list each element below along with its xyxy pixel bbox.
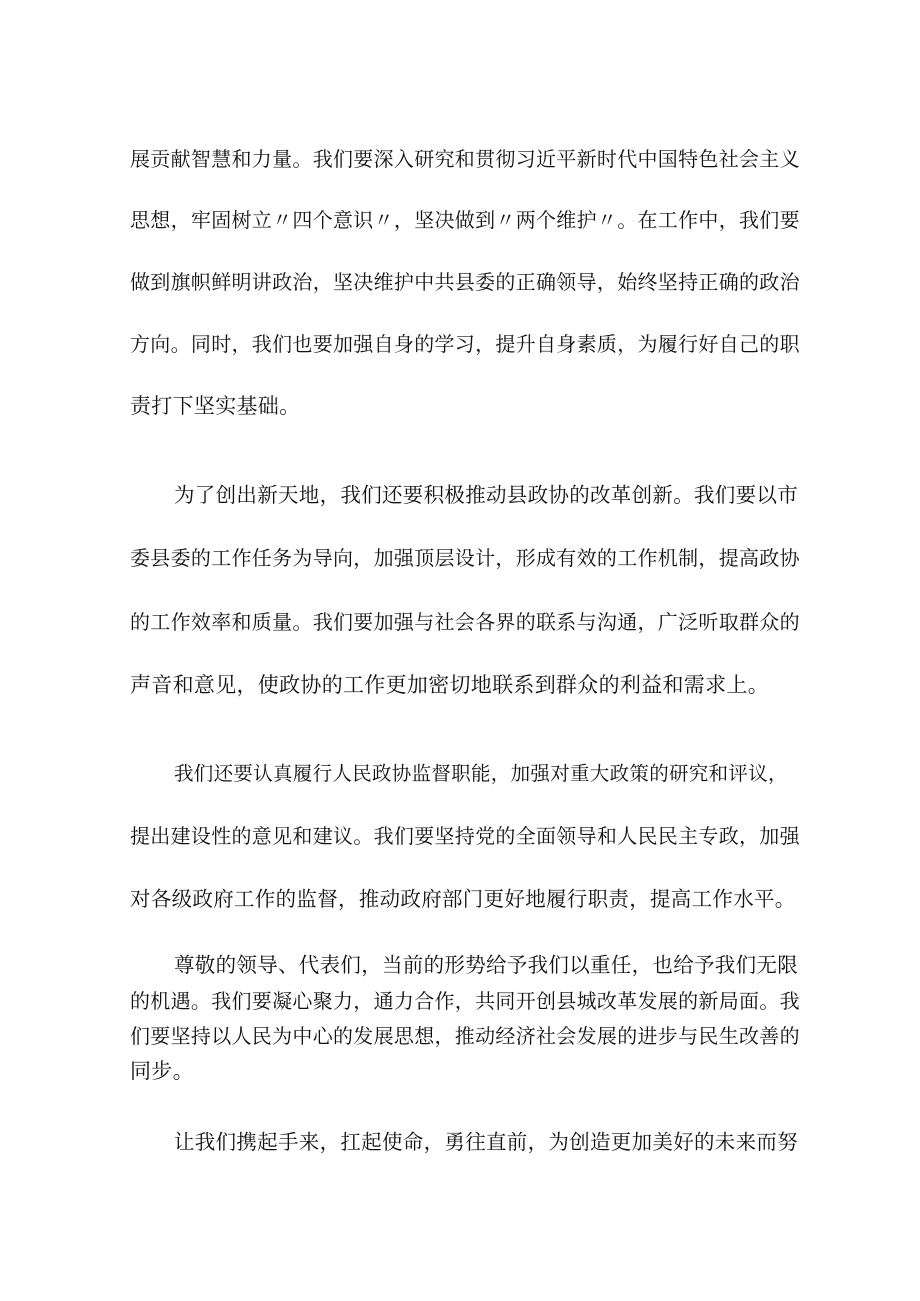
paragraph-2-line-2: 委县委的工作任务为导向，加强顶层设计，形成有效的工作机制，提高政协 — [130, 546, 800, 570]
paragraph-2-line-1: 为了创出新天地，我们还要积极推动县政协的改革创新。我们要以市 — [174, 483, 798, 507]
paragraph-5-line-1: 让我们携起手来，扛起使命，勇往直前，为创造更加美好的未来而努 — [174, 1130, 798, 1154]
paragraph-3-line-2: 提出建设性的意见和建议。我们要坚持党的全面领导和人民民主专政，加强 — [130, 824, 800, 848]
paragraph-1-line-2: 思想，牢固树立〃四个意识〃，坚决做到〃两个维护〃。在工作中，我们要 — [130, 208, 800, 232]
paragraph-1-line-1: 展贡献智慧和力量。我们要深入研究和贯彻习近平新时代中国特色社会主义 — [130, 147, 800, 171]
paragraph-2-line-4: 声音和意见，使政协的工作更加密切地联系到群众的利益和需求上。 — [130, 673, 769, 697]
paragraph-1-line-3: 做到旗帜鲜明讲政治，坚决维护中共县委的正确领导，始终坚持正确的政治 — [130, 270, 800, 294]
paragraph-1-line-5: 责打下坚实基础。 — [130, 394, 301, 418]
paragraph-4-line-3: 们要坚持以人民为中心的发展思想，推动经济社会发展的进步与民生改善的 — [130, 1024, 800, 1048]
paragraph-3-line-1: 我们还要认真履行人民政协监督职能，加强对重大政策的研究和评议， — [174, 762, 788, 785]
paragraph-2-line-3: 的工作效率和质量。我们要加强与社会各界的联系与沟通，广泛听取群众的 — [130, 610, 800, 634]
paragraph-3-line-3: 对各级政府工作的监督，推动政府部门更好地履行职责，提高工作水平。 — [130, 887, 796, 911]
paragraph-1-line-4: 方向。同时，我们也要加强自身的学习，提升自身素质，为履行好自己的职 — [130, 332, 800, 356]
paragraph-4-line-4: 同步。 — [130, 1059, 194, 1083]
paragraph-4-line-1: 尊敬的领导、代表们，当前的形势给予我们以重任，也给予我们无限 — [174, 953, 798, 977]
paragraph-4-line-2: 的机遇。我们要凝心聚力，通力合作，共同开创县城改革发展的新局面。我 — [130, 989, 800, 1013]
